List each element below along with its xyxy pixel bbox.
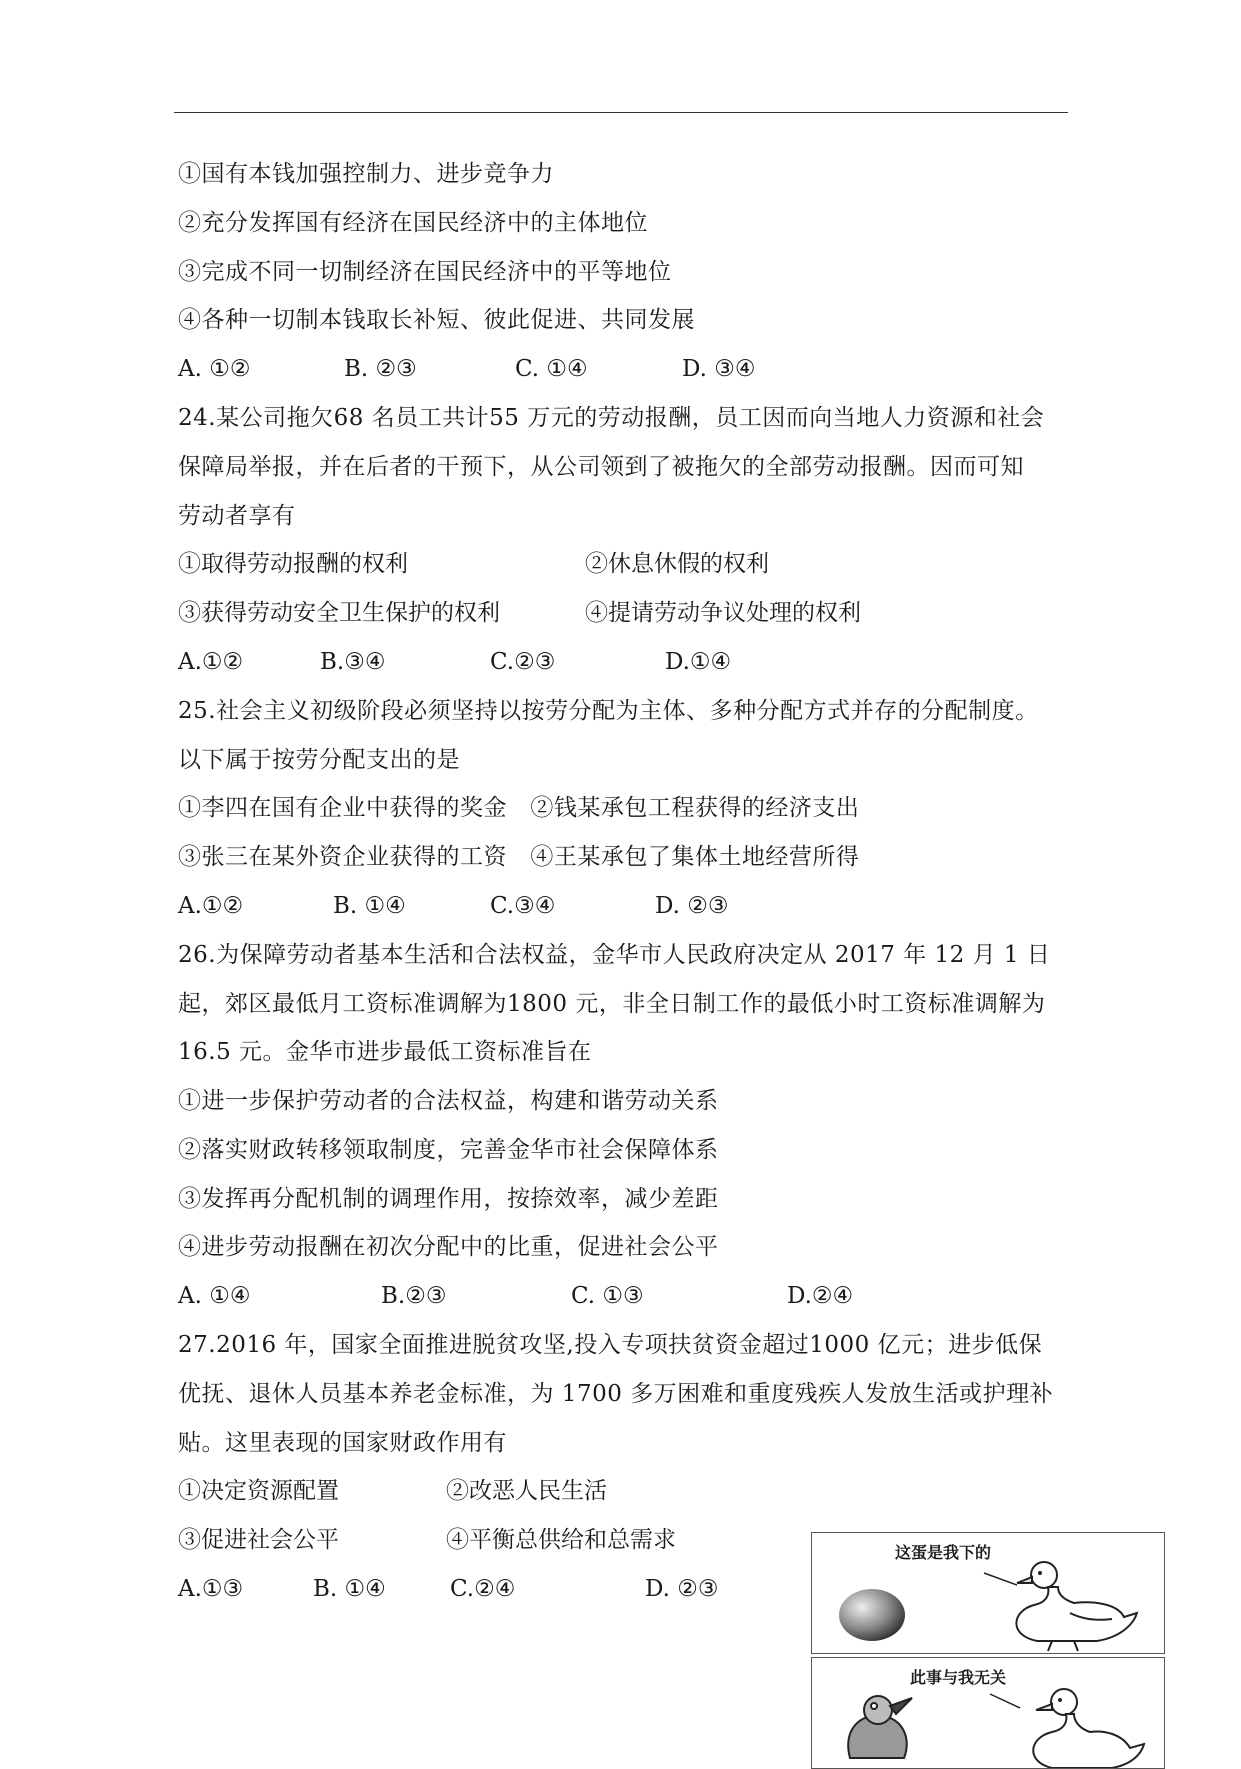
- q25-stem-1: 25.社会主义初级阶段必须坚持以按劳分配为主体、多种分配方式并存的分配制度。: [178, 698, 1039, 724]
- q24-statement-1: ①取得劳动报酬的权利: [178, 551, 408, 577]
- q24-stem-3: 劳动者享有: [178, 503, 296, 529]
- q26-option-d: D.②④: [787, 1283, 854, 1309]
- header-rule: [174, 112, 1068, 113]
- q23-option-c: C. ①④: [515, 356, 588, 382]
- q23-option-a: A. ①②: [178, 356, 251, 382]
- q24-option-b: B.③④: [320, 649, 386, 675]
- q26-statement-4: ④进步劳动报酬在初次分配中的比重，促进社会公平: [178, 1234, 719, 1260]
- q27-option-c: C.②④: [450, 1576, 516, 1602]
- cartoon-panel-1: [811, 1532, 1165, 1654]
- q27-statement-1: ①决定资源配置: [178, 1478, 339, 1504]
- q24-statement-2: ②休息休假的权利: [585, 551, 769, 577]
- statement-2: ②充分发挥国有经济在国民经济中的主体地位: [178, 210, 648, 236]
- q24-stem-1: 24.某公司拖欠68 名员工共计55 万元的劳动报酬，员工因而向当地人力资源和社会: [178, 405, 1045, 431]
- q26-stem-2: 起，郊区最低月工资标准调解为1800 元，非全日制工作的最低小时工资标准调解为: [178, 991, 1046, 1017]
- q24-statement-4: ④提请劳动争议处理的权利: [585, 600, 861, 626]
- duck-icon: [1016, 1562, 1137, 1651]
- q27-stem-3: 贴。这里表现的国家财政作用有: [178, 1430, 507, 1456]
- q26-option-b: B.②③: [381, 1283, 447, 1309]
- q24-option-d: D.①④: [665, 649, 732, 675]
- q24-stem-2: 保障局举报，并在后者的干预下，从公司领到了被拖欠的全部劳动报酬。因而可知: [178, 454, 1024, 480]
- statement-1: ①国有本钱加强控制力、进步竞争力: [178, 161, 554, 187]
- q25-option-d: D. ②③: [655, 893, 729, 919]
- q26-statement-1: ①进一步保护劳动者的合法权益，构建和谐劳动关系: [178, 1088, 719, 1114]
- q27-option-d: D. ②③: [645, 1576, 719, 1602]
- hatchling-icon: [848, 1696, 912, 1758]
- q24-option-c: C.②③: [490, 649, 556, 675]
- statement-4: ④各种一切制本钱取长补短、彼此促进、共同发展: [178, 307, 695, 333]
- q24-statement-3: ③获得劳动安全卫生保护的权利: [178, 600, 500, 626]
- q25-statements-1: ①李四在国有企业中获得的奖金 ②钱某承包工程获得的经济支出: [178, 795, 860, 821]
- q25-stem-2: 以下属于按劳分配支出的是: [178, 747, 460, 773]
- cartoon-caption-1: 这蛋是我下的: [895, 1543, 992, 1562]
- q27-stem-1: 27.2016 年，国家全面推进脱贫攻坚,投入专项扶贫资金超过1000 亿元；进步低保: [178, 1332, 1043, 1358]
- q23-option-d: D. ③④: [682, 356, 756, 382]
- cartoon-panel-2: [811, 1657, 1165, 1769]
- q25-option-a: A.①②: [178, 893, 244, 919]
- q27-statement-3: ③促进社会公平: [178, 1527, 339, 1553]
- q24-option-a: A.①②: [178, 649, 244, 675]
- duck-hatchling-illustration: [812, 1658, 1164, 1768]
- q27-stem-2: 优抚、退休人员基本养老金标准，为 1700 多万困难和重度残疾人发放生活或护理补: [178, 1381, 1054, 1407]
- q26-stem-3: 16.5 元。金华市进步最低工资标准旨在: [178, 1039, 592, 1065]
- q25-option-c: C.③④: [490, 893, 556, 919]
- egg-icon: [839, 1589, 905, 1641]
- duck-icon: [1033, 1689, 1144, 1768]
- q23-option-b: B. ②③: [344, 356, 417, 382]
- q26-statement-3: ③发挥再分配机制的调理作用，按捺效率，减少差距: [178, 1186, 719, 1212]
- q27-statement-4: ④平衡总供给和总需求: [446, 1527, 676, 1553]
- q26-option-c: C. ①③: [571, 1283, 644, 1309]
- q27-option-a: A.①③: [178, 1576, 244, 1602]
- statement-3: ③完成不同一切制经济在国民经济中的平等地位: [178, 259, 672, 285]
- q27-statement-2: ②改恶人民生活: [446, 1478, 607, 1504]
- q26-option-a: A. ①④: [178, 1283, 251, 1309]
- q26-statement-2: ②落实财政转移领取制度，完善金华市社会保障体系: [178, 1137, 719, 1163]
- cartoon-caption-2: 此事与我无关: [910, 1668, 1007, 1687]
- q25-statements-2: ③张三在某外资企业获得的工资 ④王某承包了集体土地经营所得: [178, 844, 860, 870]
- q26-stem-1: 26.为保障劳动者基本生活和合法权益，金华市人民政府决定从 2017 年 12 月 1 日: [178, 942, 1051, 968]
- q25-option-b: B. ①④: [333, 893, 406, 919]
- q27-option-b: B. ①④: [313, 1576, 386, 1602]
- duck-egg-illustration: [812, 1533, 1164, 1653]
